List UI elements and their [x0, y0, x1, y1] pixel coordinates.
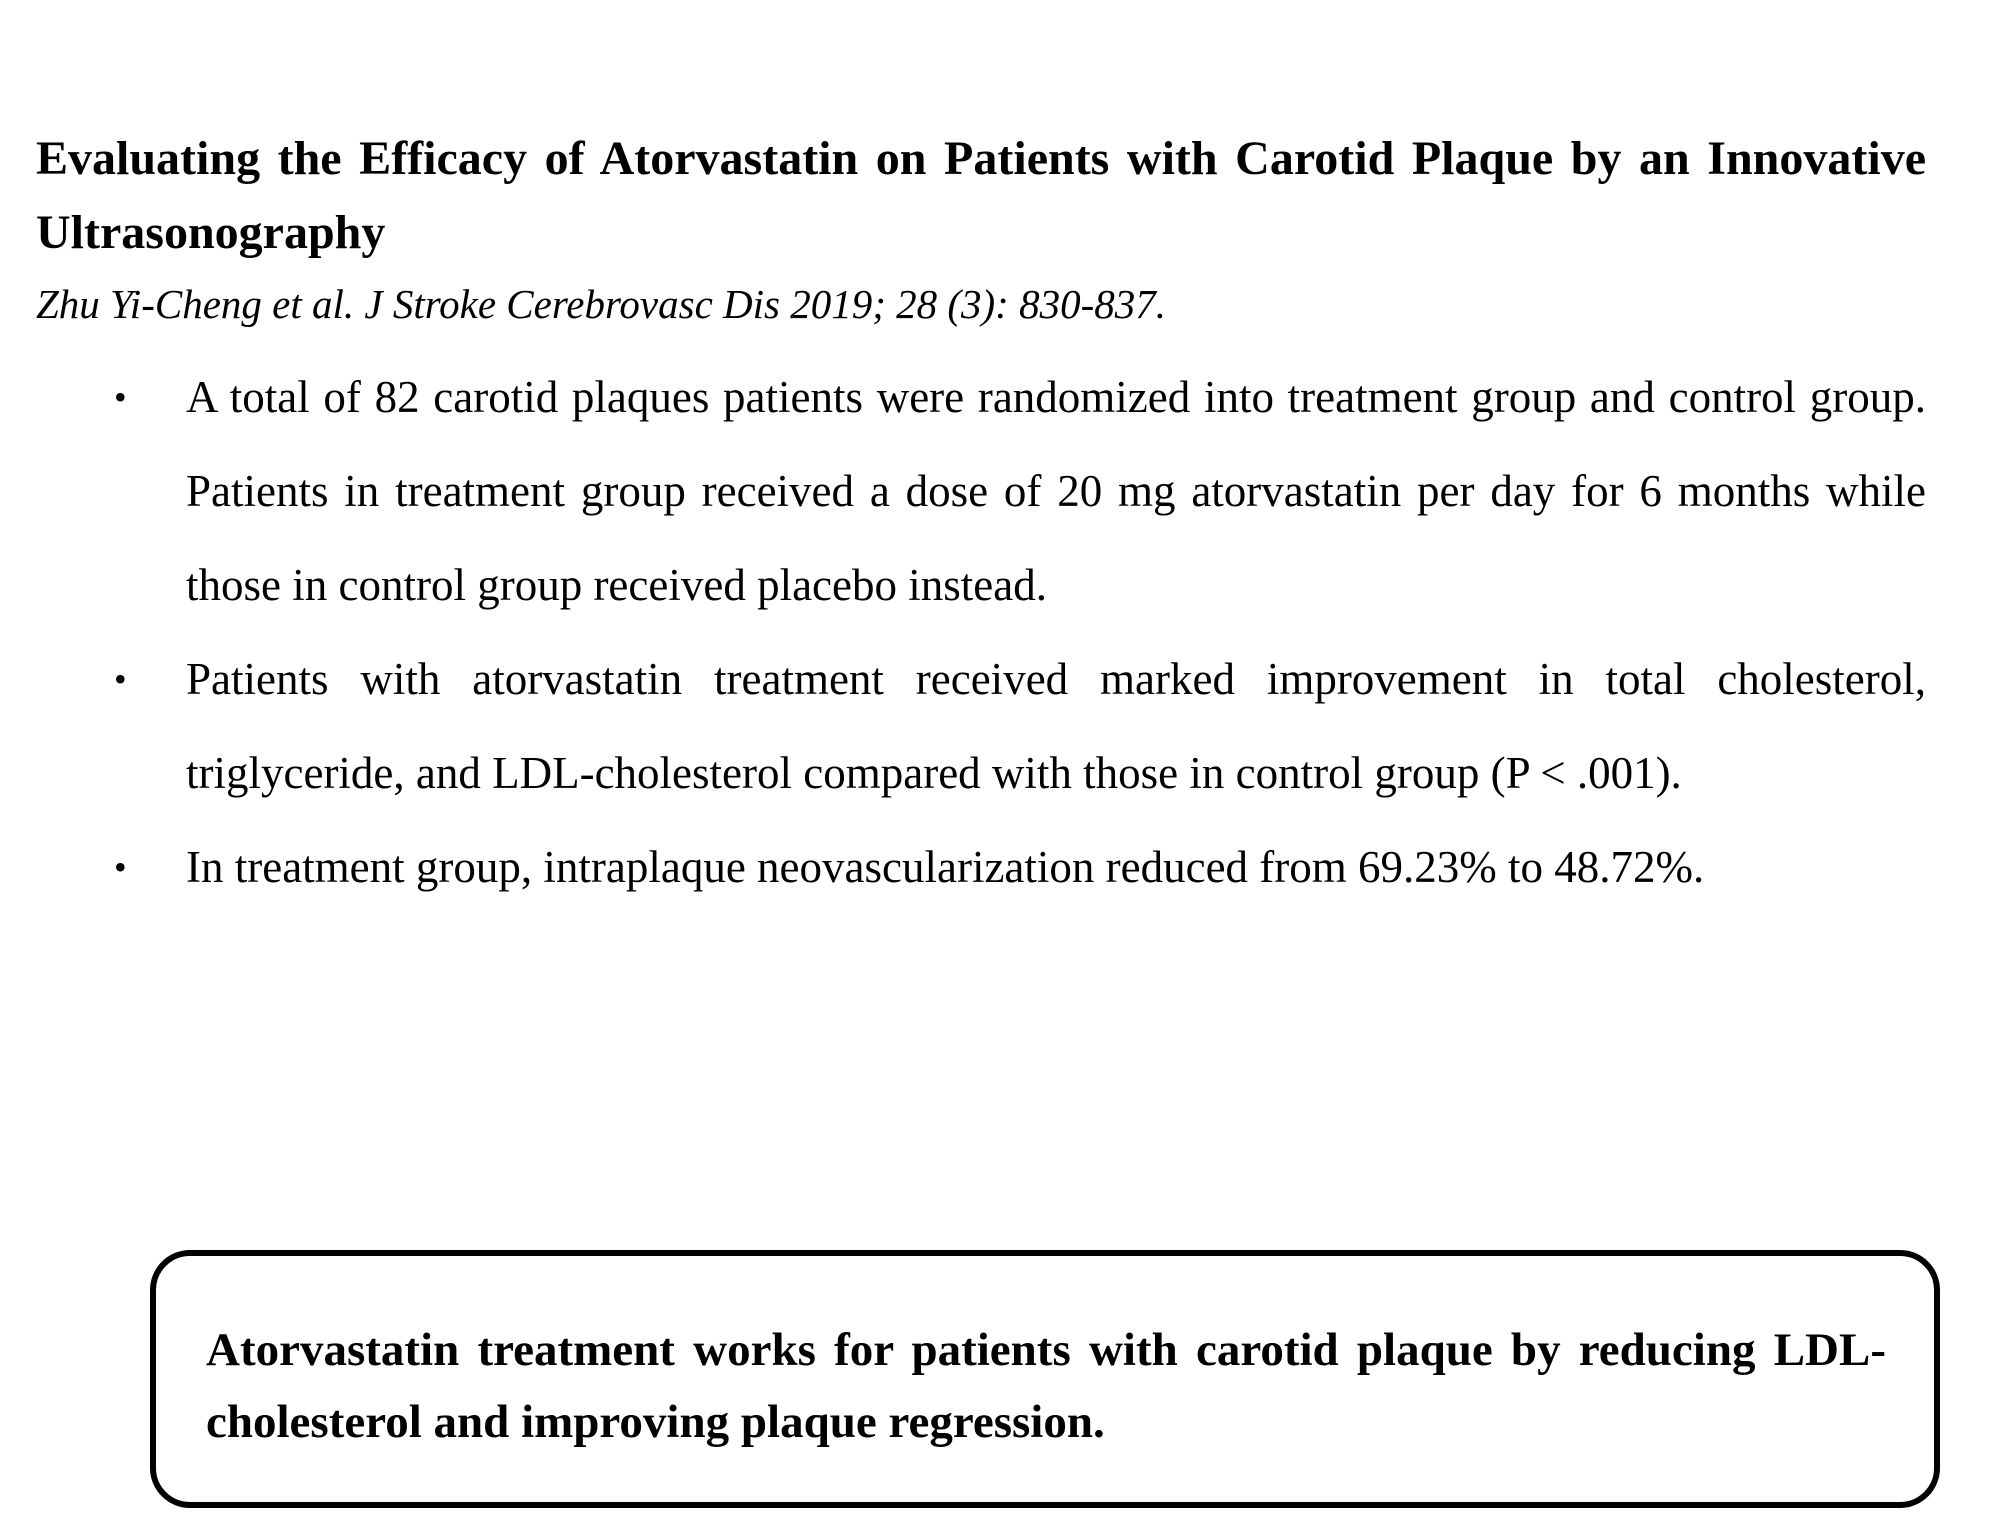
finding-item-3: [36, 820, 1926, 914]
conclusion-box: [150, 1250, 1940, 1508]
finding-item-1: [36, 350, 1926, 632]
article-title: Evaluating the Efficacy of Atorvastatin on Patients with Carotid Plaque by an Innovative Ultrasonography: [36, 132, 1926, 259]
document-page: [36, 122, 1926, 914]
article-citation: Zhu Yi-Cheng et al. J Stroke Cerebrovasc Dis 2019; 28 (3): 830-837.: [36, 281, 1166, 327]
findings-list: [36, 350, 1926, 914]
finding-item-2: [36, 632, 1926, 820]
finding-text: A total of 82 carotid plaques patients were randomized into treatment group and control group. Patients in treatment group received a dose of 20 mg atorvastatin per day for 6 months while those in control group received placebo instead.: [186, 372, 1926, 610]
bullet-icon: •: [114, 377, 127, 417]
conclusion-text: Atorvastatin treatment works for patients with carotid plaque by reducing LDL-cholesterol and improving plaque regression.: [206, 1324, 1886, 1448]
finding-text: In treatment group, intraplaque neovascularization reduced from 69.23% to 48.72%.: [186, 842, 1705, 892]
bullet-icon: •: [114, 659, 127, 699]
finding-text: Patients with atorvastatin treatment received marked improvement in total cholesterol, triglyceride, and LDL-cholesterol compared with those in control group (P < .001).: [186, 654, 1926, 798]
bullet-icon: •: [114, 847, 127, 887]
